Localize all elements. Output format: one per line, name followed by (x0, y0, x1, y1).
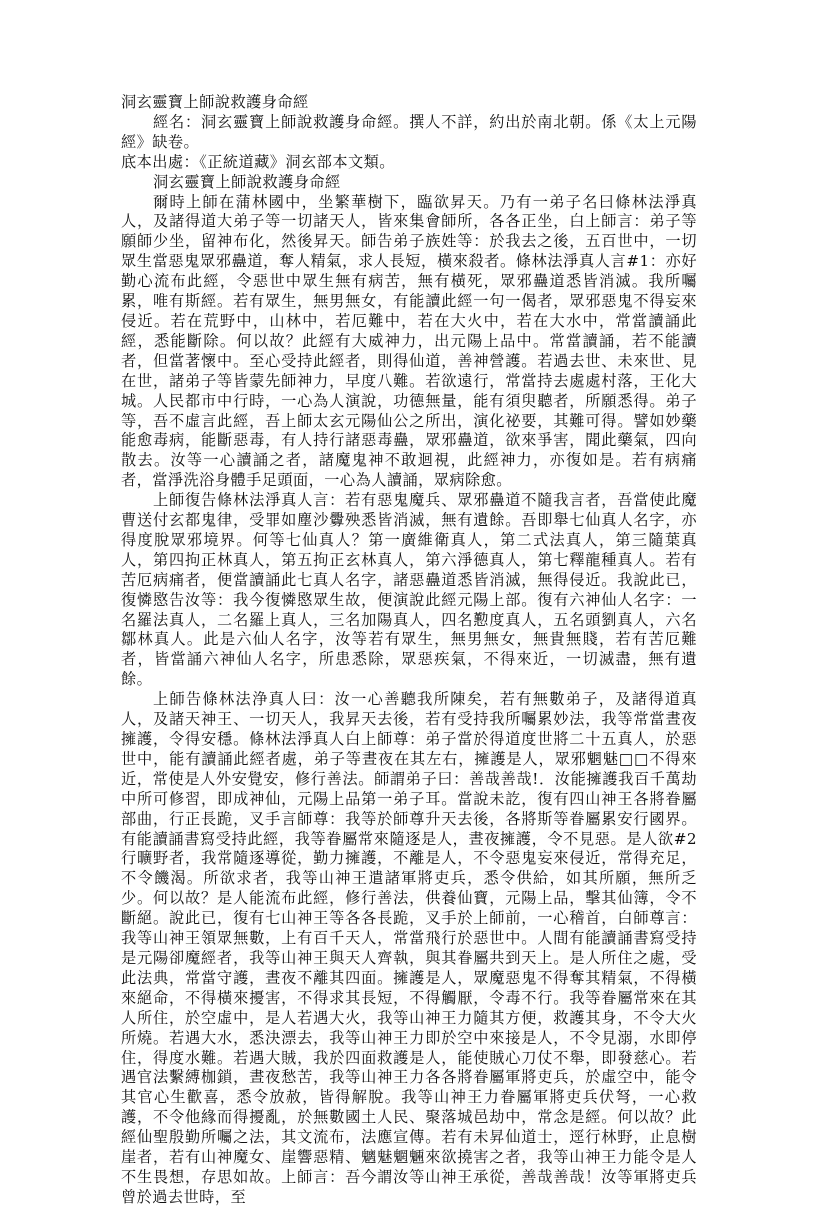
scripture-subtitle: 洞玄靈寶上師說救護身命經 (153, 172, 341, 191)
paragraph-2: 上師復告條林法淨真人言：若有惡鬼魔兵、眾邪蠱道不隨我言者，吾當使此魔曹送付玄都鬼律，受罪如塵沙釁殃悉皆消滅，無有遺餘。吾即舉七仙真人名字，亦得度脫眾邪境界。何等七仙真人？第一廣維衛真人，第二式法真人，第三隨葉真人，第四拘正林真人，第五拘正玄林真人，第六淨德真人，第七釋龍種真人。若有苦厄病痛者，便當讀誦此七真人名字，諸惡蠱道悉皆消滅，無得侵近。我說此已，復憐愍告汝等：我今復憐愍眾生故，便演說此經元陽上部。復有六神仙人名字：一名羅法真人，二名羅上真人，三名加陽真人，四名懃度真人，五名頭劉真人，六名鄒林真人。此是六仙人名字，汝等若有眾生，無男無女，無貴無賤，若有苦厄難者，皆當誦六神仙人名字，所患悉除，眾惡疾氣，不得來近，一切滅盡，無有遺餘。 (121, 491, 697, 689)
document-page (121, 93, 697, 1208)
source-note: 底本出處：《正統道藏》洞玄部本文類。 (121, 152, 395, 171)
paragraph-1: 爾時上師在蒲林國中，坐繁華樹下，臨欲昇天。乃有一弟子名曰條林法淨真人，及諸得道大弟子等一切諸天人，皆來集會師所，各各正坐，白上師言：弟子等願師少坐，留神布化，然後昇天。師告弟子族姓等：於我去之後，五百世中，一切眾生當惡鬼眾邪蠱道，奪人精氣，求人長短，橫來殺者。條林法淨真人言#1：亦好勤心流布此經，令惡世中眾生無有病苦，無有橫死，眾邪蠱道悉皆消滅。我所囑累，唯有斯經。若有眾生，無男無女，有能讀此經一句一偈者，眾邪惡鬼不得妄來侵近。若在荒野中，山林中，若厄難中，若在大火中，若在大水中，常當讀誦此經，悉能斷除。何以故？此經有大威神力，出元陽上品中。常當讀誦，若不能讀者，但當著懷中。至心受持此經者，則得仙道，善神營護。若過去世、未來世、見在世，諸弟子等皆蒙先師神力，早度八難。若欲遠行，常當持去處處村落，王化大城。人民都市中行時，一心為人演說，功德無量，能有須臾聽者，所願悉得。弟子等，吾不虛言此經，吾上師太玄元陽仙公之所出，演化祕要，其難可得。譬如妙藥能愈毒病，能斷惡毒，有人持行諸惡毒蠱，眾邪蠱道，欲來爭害，聞此藥氣，四向散去。汝等一心讀誦之者，諸魔鬼神不敢迴視，此經神力，亦復如是。若有病痛者，當淨洗浴身體手足頭面，一心為人讀誦，眾病除愈。 (121, 192, 697, 490)
paragraph-3: 上師告條林法浄真人曰：汝一心善聽我所陳矣，若有無數弟子，及諸得道真人，及諸天神王、一切天人，我昇天去後，若有受持我所囑累妙法，我等常當晝夜擁護，令得安穩。條林法淨真人白上師尊：弟子當於得道度世將二十五真人，於惡世中，能有讀誦此經者處，弟子等晝夜在其左右，擁護是人，眾邪魍魅□□不得來近，常使是人外安覺安，修行善法。師謂弟子曰：善哉善哉!．汝能擁護我百千萬劫中所可修習，即成神仙，元陽上品第一弟子耳。當說未訖，復有四山神王各將眷屬部曲，行正長跪，叉手言師尊：我等於師尊升天去後，各將斯等眷屬累安行國界。有能讀誦書寫受持此經，我等眷屬常來隨逐是人，晝夜擁護，令不見惡。是人欲#2 行曠野者，我常隨逐導從，勤力擁護，不離是人，不令惡鬼妄來侵近，常得充足，不令饑渴。所欲求者，我等山神王遣諸軍將吏兵，悉令供給，如其所願，無所乏少。何以故？是人能流布此經，修行善法，供養仙寶，元陽上品，擊其仙簿，令不斷絕。說此已，復有七山神王等各各長跪，叉手於上師前，一心稽首，白師尊言：我等山神王領眾無數，上有百千天人，常當飛行於惡世中。人間有能讀誦書寫受持是元陽卻魔經者，我等山神王與天人齊執，與其眷屬共到天上。是人所住之處，受此法典，常當守護，晝夜不離其四面。擁護是人，眾魔惡鬼不得奪其精氣，不得橫來絕命，不得橫來擾害，不得求其長短，不得觸厭，令毒不行。我等眷屬常來在其人所住，於空虛中，是人若遇大火，我等山神王力隨其方便，救護其身，不令大火所燒。若遇大水，悉決漂去，我等山神王力即於空中來接是人，不令見溺，水即停住，得度水難。若遇大賊，我於四面救護是人，能使賊心刀仗不舉，即發慈心。若遇官法繫縛枷鎖，晝夜愁苦，我等山神王力各各將眷屬軍將吏兵，於虛空中，能令其官心生歡喜，悉令放赦，皆得解脫。我等山神王力眷屬軍將吏兵伏弩，一心救護，不令他緣而得擾亂，於無數國土人民、聚落城邑劫中，常念是經。何以故？此經仙聖殷勤所囑之法，其文流布，法應宣傳。若有未昇仙道士，逕行林野，止息樹崖者，若有山神魔女、崖響惡精、魑魅魍魎來欲撓害之者，我等山神王力能令是人不生畏想，存思如故。上師言：吾今謂汝等山神王承從，善哉善哉！汝等軍將吏兵曾於過去世時，至 (121, 690, 697, 1206)
scripture-name-note: 經名：洞玄靈寶上師說救護身命經。撰人不詳，約出於南北朝。係《太上元陽經》缺卷。 (121, 112, 697, 151)
document-title: 洞玄靈寶上師說救護身命經 (121, 93, 309, 111)
